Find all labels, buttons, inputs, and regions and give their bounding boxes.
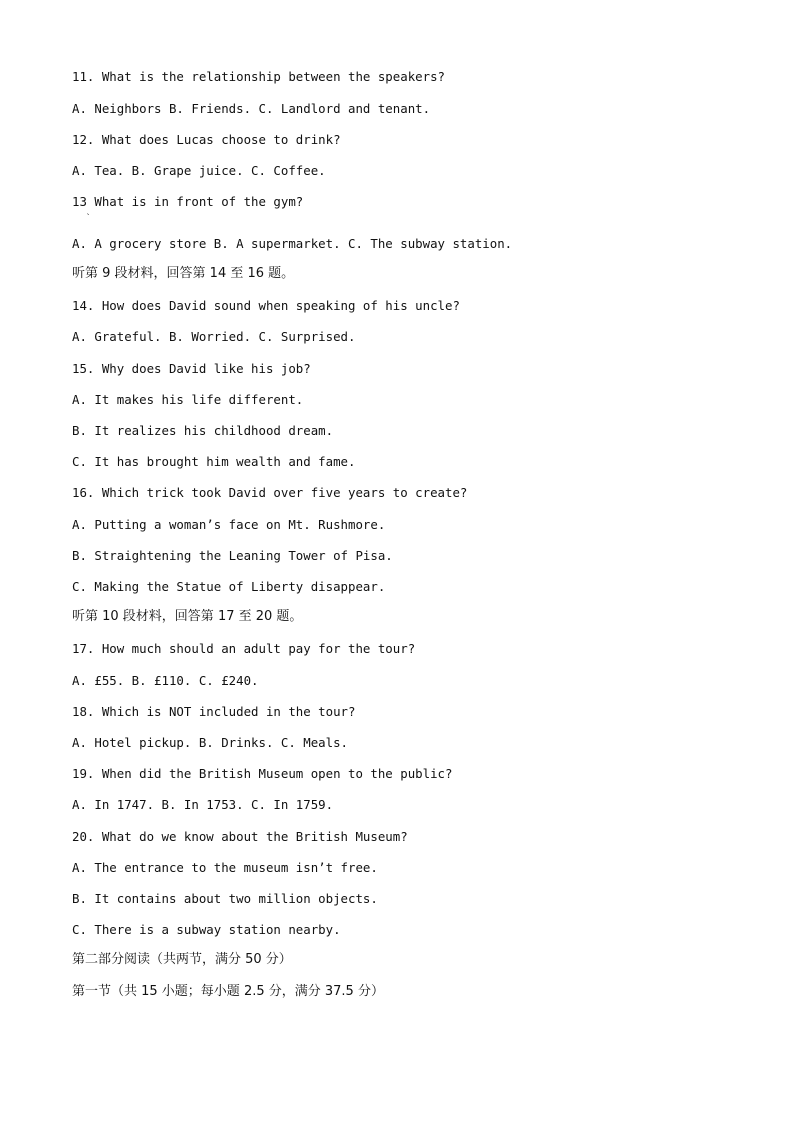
option-16c: C. Making the Statue of Liberty disappear. bbox=[72, 579, 386, 594]
question-13: 13 What is in front of the gym? bbox=[72, 194, 304, 209]
question-20: 20. What do we know about the British Museum? bbox=[72, 829, 408, 844]
option-16a: A. Putting a woman’s face on Mt. Rushmore. bbox=[72, 517, 386, 532]
option-20b: B. It contains about two million objects. bbox=[72, 891, 378, 906]
options-13: A. A grocery store B. A supermarket. C. The subway station. bbox=[72, 236, 513, 251]
section-instruction-9: 听第 9 段材料，回答第 14 至 16 题。 bbox=[72, 266, 295, 281]
question-16: 16. Which trick took David over five years to create? bbox=[72, 485, 468, 500]
option-16b: B. Straightening the Leaning Tower of Pisa. bbox=[72, 548, 393, 563]
question-18: 18. Which is NOT included in the tour? bbox=[72, 704, 356, 719]
option-20a: A. The entrance to the museum isn’t free. bbox=[72, 860, 378, 875]
option-20c: C. There is a subway station nearby. bbox=[72, 922, 341, 937]
options-14: A. Grateful. B. Worried. C. Surprised. bbox=[72, 329, 356, 344]
question-15: 15. Why does David like his job? bbox=[72, 361, 311, 376]
part-two-heading: 第二部分阅读（共两节，满分 50 分） bbox=[72, 952, 292, 967]
option-15a: A. It makes his life different. bbox=[72, 392, 304, 407]
question-12: 12. What does Lucas choose to drink? bbox=[72, 132, 341, 147]
question-11: 11. What is the relationship between the speakers? bbox=[72, 69, 445, 84]
question-19: 19. When did the British Museum open to the public? bbox=[72, 766, 453, 781]
question-17: 17. How much should an adult pay for the tour? bbox=[72, 641, 416, 656]
option-15c: C. It has brought him wealth and fame. bbox=[72, 454, 356, 469]
options-18: A. Hotel pickup. B. Drinks. C. Meals. bbox=[72, 735, 349, 750]
option-15b: B. It realizes his childhood dream. bbox=[72, 423, 334, 438]
section-instruction-10: 听第 10 段材料，回答第 17 至 20 题。 bbox=[72, 609, 303, 624]
options-11: A. Neighbors B. Friends. C. Landlord and tenant. bbox=[72, 101, 431, 116]
question-14: 14. How does David sound when speaking of his uncle? bbox=[72, 298, 460, 313]
options-17: A. £55. B. £110. C. £240. bbox=[72, 673, 259, 688]
options-12: A. Tea. B. Grape juice. C. Coffee. bbox=[72, 163, 326, 178]
section-one-heading: 第一节（共 15 小题；每小题 2.5 分，满分 37.5 分） bbox=[72, 984, 384, 999]
options-19: A. In 1747. B. In 1753. C. In 1759. bbox=[72, 797, 334, 812]
stray-mark: ` bbox=[86, 213, 91, 222]
